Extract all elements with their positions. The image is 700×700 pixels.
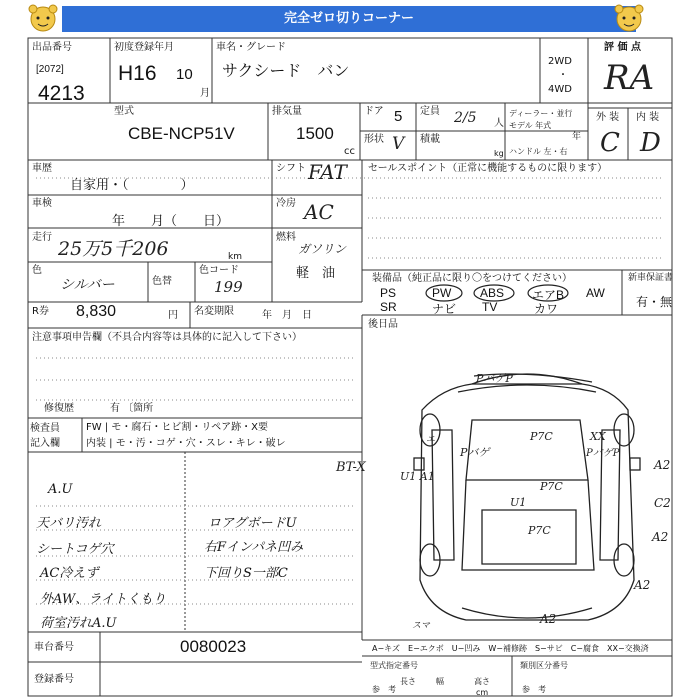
width-label: 幅 (436, 677, 444, 686)
displacement-value: 1500 (296, 124, 334, 143)
yen-label: 円 (168, 310, 178, 321)
equip-airbag: エアB (532, 288, 565, 302)
diag-note-7: U1 (510, 496, 527, 509)
diag-note-13: A2 (634, 578, 651, 592)
equip-abs: ABS (480, 286, 505, 300)
equip-tv: TV (482, 300, 498, 314)
warranty-label: 新車保証書 (628, 273, 674, 283)
chassis-number: 0080023 (180, 637, 247, 656)
capacity-unit: 人 (494, 118, 504, 129)
door-value: 5 (394, 108, 403, 125)
repair-label: 修復歴 (44, 403, 74, 414)
shape-value: V (392, 134, 405, 154)
capacity-value: 2/5 (454, 110, 477, 126)
equip-sr: SR (380, 300, 397, 314)
color-code-value: 199 (214, 278, 243, 296)
diag-note-14: A2 (540, 612, 557, 626)
diag-note-16: エ (426, 435, 436, 445)
diag-note-10: A2 (654, 458, 671, 472)
diag-note-1: Pバゲ (460, 446, 490, 459)
sales-point-label: セールスポイント（正常に機能するものに限ります） (368, 163, 608, 174)
note-right-1: ロアグボードU (208, 516, 297, 531)
car-damage-diagram (362, 330, 672, 640)
name-change-label: 名変期限 (194, 306, 234, 317)
notes-label: 注意事項申告欄（不具合内容等は具体的に記入して下さい） (32, 332, 302, 343)
rating-value: RA (604, 58, 655, 98)
ref-label-1: 参 考 (372, 685, 396, 694)
history-options: 自家用・（ ） (70, 177, 194, 192)
note-right-2: 右Fインパネ凹み (204, 540, 304, 555)
color-label: 色 (32, 265, 42, 276)
capacity-label: 定員 (420, 106, 440, 117)
note-3: シートコゲ穴 (36, 542, 114, 557)
history-label: 車歴 (32, 163, 52, 174)
fuel-handwritten: ガソリン (298, 242, 347, 256)
interior-label: 内 装 (636, 112, 660, 123)
dot-label: ・ (558, 70, 568, 81)
fuel-label: 燃料 (276, 232, 296, 243)
check-row-2: 内装 | モ・汚・コゲ・穴・スレ・キレ・破レ (86, 438, 286, 449)
header-banner: 完全ゼロ切りコーナー (62, 6, 636, 32)
diag-note-8: P7C (540, 480, 563, 493)
cm-label: cm (476, 688, 489, 697)
name-change-date: 年 月 日 (262, 310, 312, 321)
first-reg-label: 初度登録年月 (114, 42, 174, 53)
diag-note-9: P7C (528, 524, 551, 537)
handle-label: ハンドル 左・右 (509, 147, 568, 156)
color-code-label: 色コード (199, 265, 239, 276)
warranty-options: 有・無 (636, 295, 673, 309)
inspection-label: 車検 (32, 198, 52, 209)
cc-label: cc (344, 146, 355, 157)
chassis-no-label: 車台番号 (34, 642, 74, 653)
km-label: km (228, 252, 242, 262)
dealer-label: ディーラー・並行 (509, 109, 573, 118)
car-name-label: 車名・グレード (216, 42, 286, 53)
model-year-label: モデル 年式 (509, 121, 552, 130)
exterior-value: C (600, 128, 620, 158)
reg-no-label: 登録番号 (34, 674, 74, 685)
eval-label: 評 価 点 (604, 42, 641, 53)
class-no-label: 類別区分番号 (520, 661, 568, 670)
repair-value: 有 〔箇所 (110, 403, 154, 414)
lot-no-label: 出品番号 (32, 42, 72, 53)
recycle-label: R券 (32, 306, 49, 317)
2wd-label: 2WD (548, 56, 572, 67)
note-2: 天バリ汚れ (36, 516, 102, 531)
diag-note-6: U1 A1 (400, 470, 435, 483)
4wd-label: 4WD (548, 84, 572, 95)
car-name: サクシード バン (222, 63, 350, 80)
model-spec-label: 型式指定番号 (370, 661, 418, 670)
note-4: AC冷えず (40, 566, 99, 581)
damage-legend: A−キズ E−エクボ U−凹み W−補修跡 S−サビ C−腐食 XX−交換済 (372, 644, 649, 653)
height-label: 高さ (474, 677, 490, 686)
model-label: 型式 (114, 106, 134, 117)
check-row-1: FW | モ・腐石・ヒビ割・リペア跡・X要 (86, 422, 269, 433)
month-label: 月 (200, 88, 210, 99)
equipment-label: 装備品（純正品に限り〇をつけてください） (372, 273, 572, 284)
length-label: 長さ (400, 677, 416, 686)
reg-era: H16 (118, 62, 157, 85)
shift-label: シフト (276, 163, 306, 174)
displacement-label: 排気量 (272, 106, 302, 117)
equip-aw: AW (586, 286, 605, 300)
shift-value: FAT (308, 160, 347, 184)
entry-label: 記入欄 (30, 438, 60, 449)
note-5: 外AW、ライトくもり (40, 592, 166, 607)
diag-note-top: PバゲP (476, 372, 513, 385)
shape-label: 形状 (364, 134, 384, 145)
color-value: シルバー (60, 277, 115, 293)
diag-note-5: BT-X (336, 460, 366, 475)
check-items-label: 検査員 (30, 423, 60, 434)
equip-navi: ナビ (432, 302, 457, 316)
inspection-date: 年 月（ 日） (112, 213, 230, 228)
equip-ps: PS (380, 286, 397, 300)
rear-item-label: 後日品 (368, 319, 398, 330)
year-label: 年 (572, 132, 582, 142)
kg-label: kg (494, 149, 504, 158)
door-label: ドア (364, 106, 384, 117)
lot-number: 4213 (38, 82, 85, 105)
reg-month: 10 (176, 66, 193, 83)
load-label: 積載 (420, 134, 440, 145)
diag-note-3: XX (590, 430, 606, 443)
diag-note-2: P7C (530, 430, 553, 443)
recycle-amount: 8,830 (76, 303, 117, 320)
diag-note-15: スマ (412, 621, 430, 631)
model-value: CBE-NCP51V (128, 124, 235, 143)
note-1: A.U (48, 482, 73, 497)
equip-leather: カワ (534, 302, 559, 316)
equipment-circles (362, 282, 622, 314)
ac-label: 冷房 (276, 198, 296, 209)
ref-label-2: 参 考 (522, 685, 546, 694)
exterior-label: 外 装 (596, 112, 620, 123)
diag-note-4: PバゲP (586, 448, 620, 459)
note-right-3: 下回りS一部C (204, 566, 288, 581)
interior-value: D (640, 128, 661, 158)
fuel-option: 軽 油 (296, 265, 336, 280)
lot-bracket: [2072] (36, 64, 64, 75)
note-6: 荷室汚れA.U (40, 616, 117, 631)
mileage-value: 25万5千206 (58, 238, 169, 260)
color-change-label: 色替 (152, 276, 172, 287)
ac-value: AC (304, 200, 334, 224)
equip-pw: PW (432, 286, 452, 300)
mileage-label: 走行 (32, 232, 52, 243)
diag-note-12: A2 (652, 530, 669, 544)
diag-note-11: C2 (654, 496, 671, 510)
